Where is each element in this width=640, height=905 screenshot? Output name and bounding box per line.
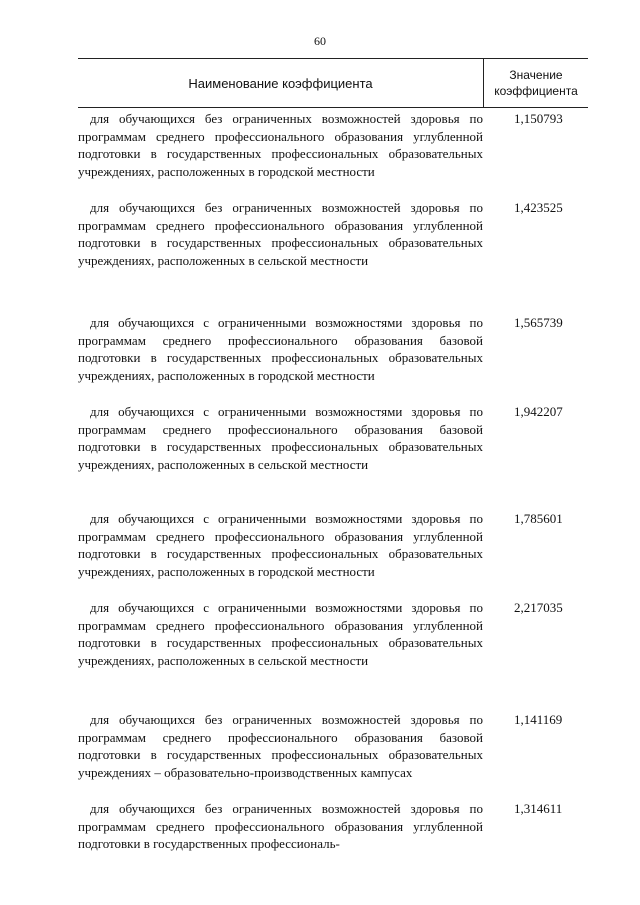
coefficient-name: для обучающихся без ограниченных возможностей здоровья по программам среднего профессионального образования углубленной подготовки в государственных профессиональных образовательных учреждениях, расположенных в городской местности <box>78 111 483 179</box>
coefficient-value: 1,942207 <box>514 404 563 419</box>
coefficient-name: для обучающихся без ограниченных возможностей здоровья по программам среднего профессионального образования углубленной подготовки в государственных профессиональ- <box>78 801 483 851</box>
coefficient-name: для обучающихся с ограниченными возможностями здоровья по программам среднего профессионального образования углубленной подготовки в государственных профессиональных образовательных учреждениях, расположенных в сельской местности <box>78 600 483 668</box>
coefficient-value: 1,150793 <box>514 111 563 126</box>
coefficient-name: для обучающихся с ограниченными возможностями здоровья по программам среднего профессионального образования базовой подготовки в государственных профессиональных образовательных учреждениях, расположенных в сельской местности <box>78 404 483 472</box>
column-header-name: Наименование коэффициента <box>188 75 373 91</box>
coefficient-name: для обучающихся без ограниченных возможностей здоровья по программам среднего профессионального образования базовой подготовки в государственных профессиональных образовательных учреждениях – образовательно-производственных кампусах <box>78 712 483 780</box>
page-number: 60 <box>314 34 326 48</box>
coefficient-name: для обучающихся с ограниченными возможностями здоровья по программам среднего профессионального образования базовой подготовки в государственных профессиональных образовательных учреждениях, расположенных в городской местности <box>78 315 483 383</box>
coefficient-value: 1,565739 <box>514 315 563 330</box>
column-header-value: Значение коэффициента <box>494 68 578 98</box>
coefficient-value: 1,141169 <box>514 712 563 727</box>
coefficient-value: 1,423525 <box>514 200 563 215</box>
coefficient-value: 2,217035 <box>514 600 563 615</box>
coefficient-value: 1,785601 <box>514 511 563 526</box>
table-header <box>78 58 588 108</box>
coefficient-name: для обучающихся с ограниченными возможностями здоровья по программам среднего профессионального образования углубленной подготовки в государственных профессиональных образовательных учреждениях, расположенных в городской местности <box>78 511 483 579</box>
coefficient-name: для обучающихся без ограниченных возможностей здоровья по программам среднего профессионального образования углубленной подготовки в государственных профессиональных образовательных учреждениях, расположенных в сельской местности <box>78 200 483 268</box>
coefficient-value: 1,314611 <box>514 801 563 816</box>
